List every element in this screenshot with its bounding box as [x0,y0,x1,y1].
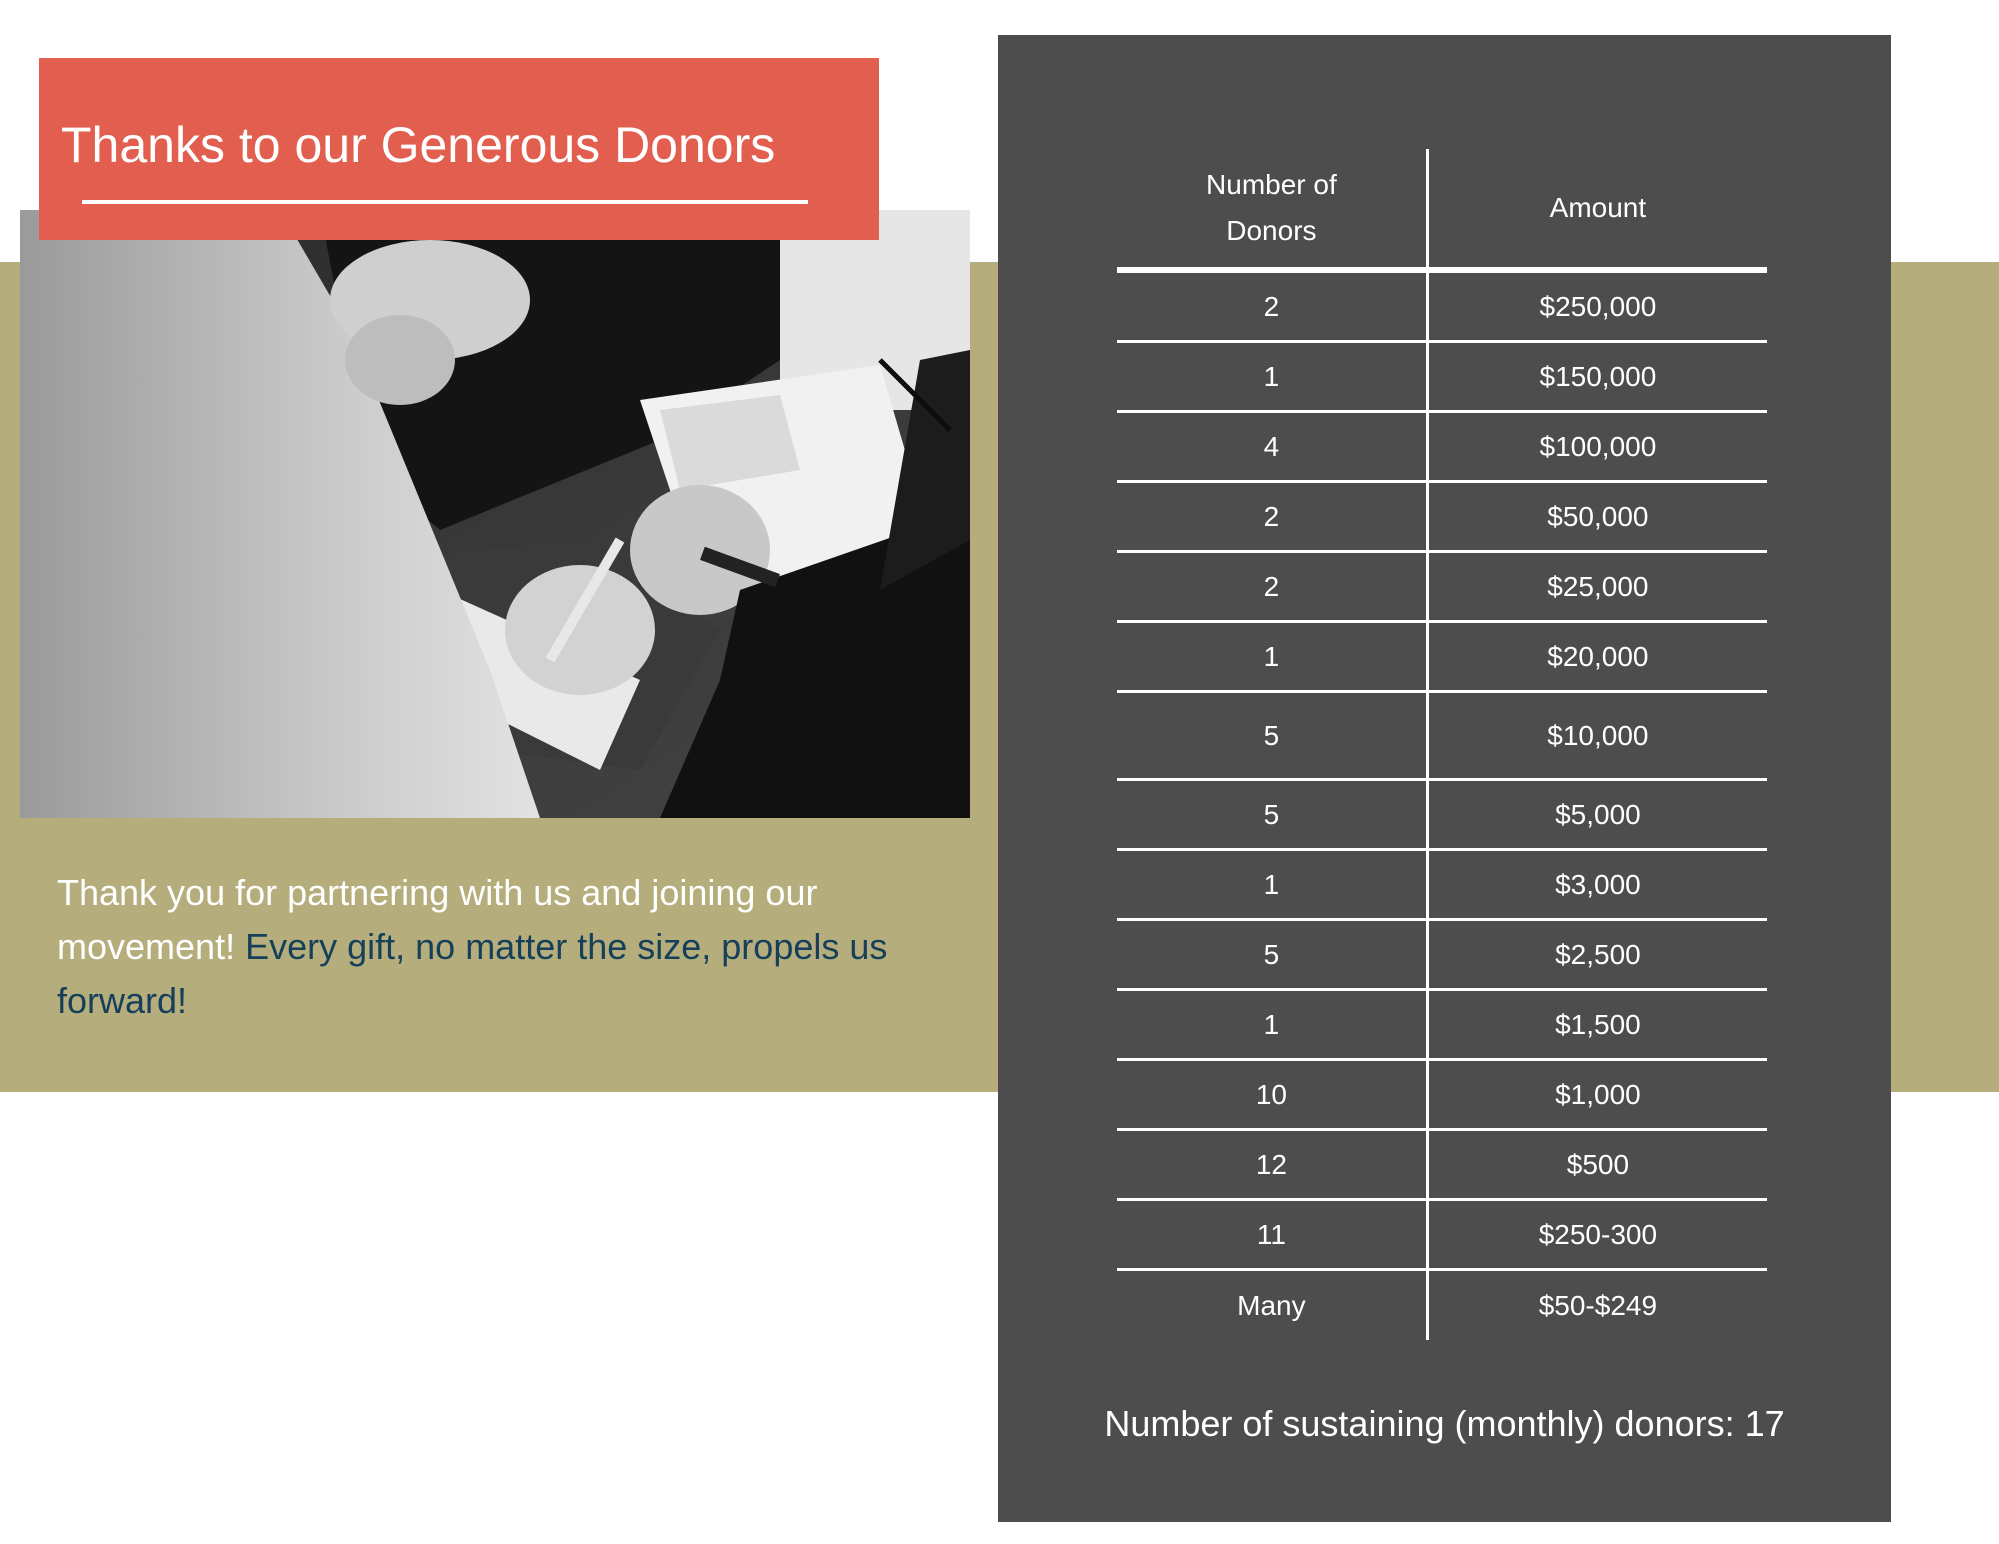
business-meeting-photo [20,210,970,818]
header-amount: Amount [1427,149,1767,270]
table-header-row [1117,149,1767,270]
donation-amount: $1,500 [1427,990,1767,1060]
donor-count: 5 [1117,780,1427,850]
table-row [1117,1060,1767,1130]
donor-count: 10 [1117,1060,1427,1130]
table-row [1117,850,1767,920]
table-row [1117,1130,1767,1200]
donation-amount: $500 [1427,1130,1767,1200]
donation-amount: $10,000 [1427,692,1767,780]
donor-table [1117,149,1767,1340]
donation-amount: $250,000 [1427,270,1767,342]
donor-count: 2 [1117,270,1427,342]
donor-count: Many [1117,1270,1427,1341]
donation-amount: $5,000 [1427,780,1767,850]
table-row [1117,1200,1767,1270]
donation-amount: $3,000 [1427,850,1767,920]
donor-count: 1 [1117,622,1427,692]
donor-count: 2 [1117,482,1427,552]
table-row [1117,1270,1767,1341]
donation-amount: $150,000 [1427,342,1767,412]
donation-amount: $25,000 [1427,552,1767,622]
page-title: Thanks to our Generous Donors [61,117,776,173]
donor-panel [998,35,1891,1522]
thank-you-message [57,866,937,1028]
donation-amount: $2,500 [1427,920,1767,990]
donation-amount: $50,000 [1427,482,1767,552]
title-underline [82,200,808,204]
donor-count: 11 [1117,1200,1427,1270]
donor-count: 5 [1117,920,1427,990]
donor-count: 1 [1117,990,1427,1060]
donor-count: 4 [1117,412,1427,482]
donation-amount: $100,000 [1427,412,1767,482]
table-row [1117,270,1767,342]
donation-amount: $50-$249 [1538,1289,1658,1321]
thank-you-text: Thank you for partnering with us and joining our movement! [57,872,818,967]
table-row [1117,482,1767,552]
donor-count: 1 [1117,342,1427,412]
table-row [1117,622,1767,692]
donor-count: 5 [1117,692,1427,780]
title-banner [39,58,879,240]
table-row [1117,342,1767,412]
donor-count: 2 [1117,552,1427,622]
every-gift-text: Every gift, no matter the size, propels us forward! [57,926,888,1021]
table-row [1117,692,1767,780]
table-row [1117,920,1767,990]
sustaining-donors-note: Number of sustaining (monthly) donors: 17 [1104,1403,1785,1444]
donation-amount: $20,000 [1427,622,1767,692]
table-row [1117,990,1767,1060]
table-row [1117,780,1767,850]
header-number-of-donors: Number of Donors [1117,149,1427,270]
table-row [1117,552,1767,622]
donor-count: 12 [1117,1130,1427,1200]
donor-count: 1 [1117,850,1427,920]
donation-amount: $250-300 [1427,1200,1767,1270]
donation-amount: $1,000 [1427,1060,1767,1130]
table-row [1117,412,1767,482]
